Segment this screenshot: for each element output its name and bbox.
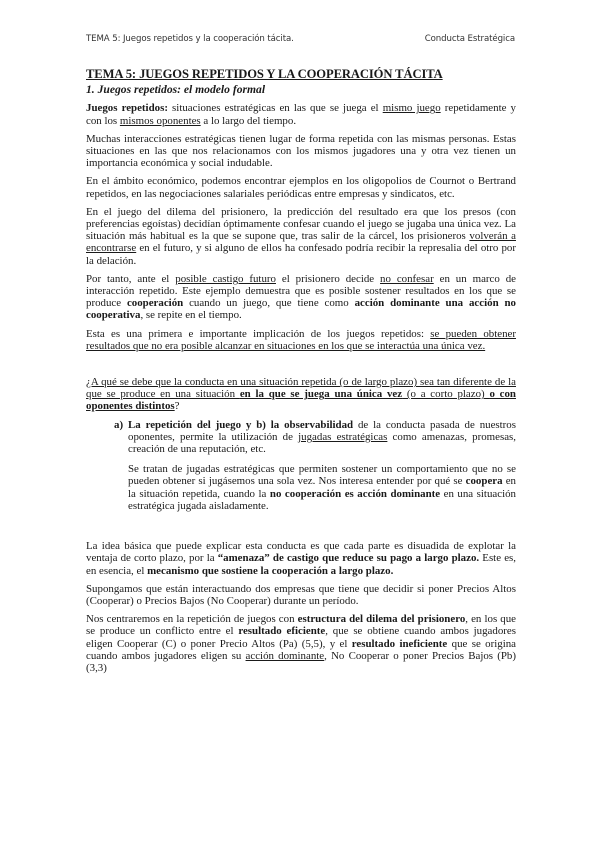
text-span: , se repite en el tiempo.: [140, 309, 242, 322]
bold-span: resultado ineficiente: [351, 637, 448, 650]
bold-span: estructura del dilema del prisionero: [297, 613, 466, 626]
paragraph-economic-examples: En el ámbito económico, podemos encontrar ejemplos en los oligopolios de Cournot o Bertrand repetidos, en las negociaciones salariales periódicas entre empresas y sindicatos, etc.: [86, 175, 516, 200]
text-span: repetidamente y con los: [86, 102, 516, 127]
underlined-span: ¿A qué se debe que la conducta en una situación repetida (o de largo plazo) sea tan diferente de la que se produce en una situación: [86, 376, 516, 401]
bold-span: mecanismo que sostiene la cooperación a largo plazo.: [147, 564, 394, 577]
text-span: En el juego del dilema del prisionero, la predicción del resultado era que los presos (con preferencias egoístas) decidían óptimamente confesar cuando el juego se jugaba una única vez. La situación más habitual es la que se supone que, tras salir de la cárcel, los prisioneros: [86, 205, 516, 243]
text-span: que se origina cuando ambos jugadores eligen su: [86, 637, 516, 662]
paragraph-interactions: Muchas interacciones estratégicas tienen lugar de forma repetida con las mismas personas. Estas situaciones en las que nos relacionamos con los mismos jugadores una y otra vez tienen un importancia económica y social indudable.: [86, 132, 516, 170]
text-span: La idea básica que puede explicar esta conducta es que cada parte es disuadida de explotar la ventaja de corto plazo, por la: [86, 540, 516, 565]
text-span: a lo largo del tiempo.: [200, 114, 297, 127]
spacer: [86, 358, 516, 376]
underlined-span: volverán a encontrarse: [86, 230, 516, 255]
text-span: en el futuro, y si alguno de ellos ha confesado podría recibir la represalia del otro por la delación.: [86, 242, 516, 267]
text-span: , que se obtiene cuando ambos jugadores eligen Cooperar (C) o poner Precio Altos (Pa) (5,5), y el: [86, 625, 516, 650]
text-span: , No Cooperar o poner Precios Bajos (Pb) (3,3): [86, 649, 516, 674]
document-body: [86, 68, 516, 680]
paragraph-cooperation: [86, 273, 516, 322]
underlined-span: mismo juego: [382, 102, 441, 115]
paragraph-prisoner-dilemma: [86, 206, 516, 267]
text-span: como amenazas, promesas, creación de una reputación, etc.: [128, 430, 516, 456]
paragraph-basic-idea: [86, 540, 516, 577]
text-span: el prisionero decide: [275, 272, 381, 285]
underlined-span: mismos oponentes: [119, 114, 201, 127]
bold-underlined-span: o con oponentes distintos: [86, 388, 516, 413]
paragraph-definition: [86, 102, 516, 126]
text-span: en una situación estratégica jugada aisladamente.: [128, 487, 516, 512]
underlined-span: (o a corto plazo): [402, 388, 490, 401]
bold-underlined-span: en la que se juega una única vez: [239, 388, 403, 401]
underlined-span: acción dominante: [245, 649, 325, 662]
underlined-span: se pueden obtener resultados que no era posible alcanzar en situaciones en los que se interactúa una única vez.: [86, 327, 516, 352]
list-item: [114, 419, 516, 456]
list-item-explanation: [128, 463, 516, 512]
list-item-text: [128, 419, 516, 456]
bold-span: cooperación: [126, 297, 184, 310]
text-span: Por tanto, ante el: [86, 272, 176, 285]
paragraph-dilemma-structure: [86, 613, 516, 674]
answer-list: [114, 419, 516, 512]
running-header-right: Conducta Estratégica: [424, 34, 515, 44]
text-span: , en los que se produce un conflicto entre el: [86, 613, 516, 638]
text-span: Se tratan de jugadas estratégicas que permiten sostener un comportamiento que no se pueden obtener si jugásemos una sola vez. Nos interesa entender por qué se: [128, 463, 516, 488]
bold-span: “amenaza” de castigo que reduce su pago a largo plazo.: [217, 552, 480, 565]
bold-span: no cooperación es acción dominante: [269, 487, 441, 500]
running-header-left: TEMA 5: Juegos repetidos y la cooperación tácita.: [86, 34, 294, 44]
text-span: Nos centraremos en la repetición de juegos con: [86, 613, 298, 626]
text-span: Este es, en esencia, el: [86, 552, 516, 577]
text-span: cuando un juego, que tiene como: [183, 297, 355, 310]
section-title: TEMA 5: JUEGOS REPETIDOS Y LA COOPERACIÓN TÁCITA: [86, 67, 443, 81]
paragraph-implication: [86, 328, 516, 352]
paragraph-question: [86, 376, 516, 413]
underlined-span: posible castigo futuro: [175, 272, 276, 285]
underlined-span: jugadas estratégicas: [298, 430, 388, 443]
spacer: [86, 526, 516, 540]
text-span: situaciones estratégicas en las que se juega el: [167, 102, 383, 115]
spacer: [86, 512, 516, 526]
bold-span: resultado eficiente: [238, 625, 326, 638]
text-span: de la conducta pasada de nuestros oponentes, permite la utilización de: [128, 418, 516, 443]
text-span: ?: [174, 400, 180, 413]
section-subtitle: 1. Juegos repetidos: el modelo formal: [86, 83, 266, 97]
bold-span: acción dominante una acción no cooperativa: [86, 297, 516, 322]
paragraph-two-firms: Supongamos que están interactuando dos empresas que tiene que decidir si poner Precios Altos (Cooperar) o Precios Bajos (No Cooperar) durante un período.: [86, 582, 516, 607]
list-item-label: a): [114, 418, 124, 431]
bold-span: coopera: [465, 475, 503, 488]
bold-span: La repetición del juego y b) la observabilidad: [128, 418, 354, 431]
text-span: en la situación repetida, cuando la: [128, 475, 516, 500]
underlined-span: no confesar: [380, 272, 434, 285]
text-span: Esta es una primera e importante implicación de los juegos repetidos:: [86, 327, 431, 340]
text-span: en un marco de interacción repetido. Este ejemplo demuestra que es posible sostener resultados en los que se produce: [86, 272, 516, 310]
term-juegos-repetidos: Juegos repetidos:: [86, 102, 168, 115]
